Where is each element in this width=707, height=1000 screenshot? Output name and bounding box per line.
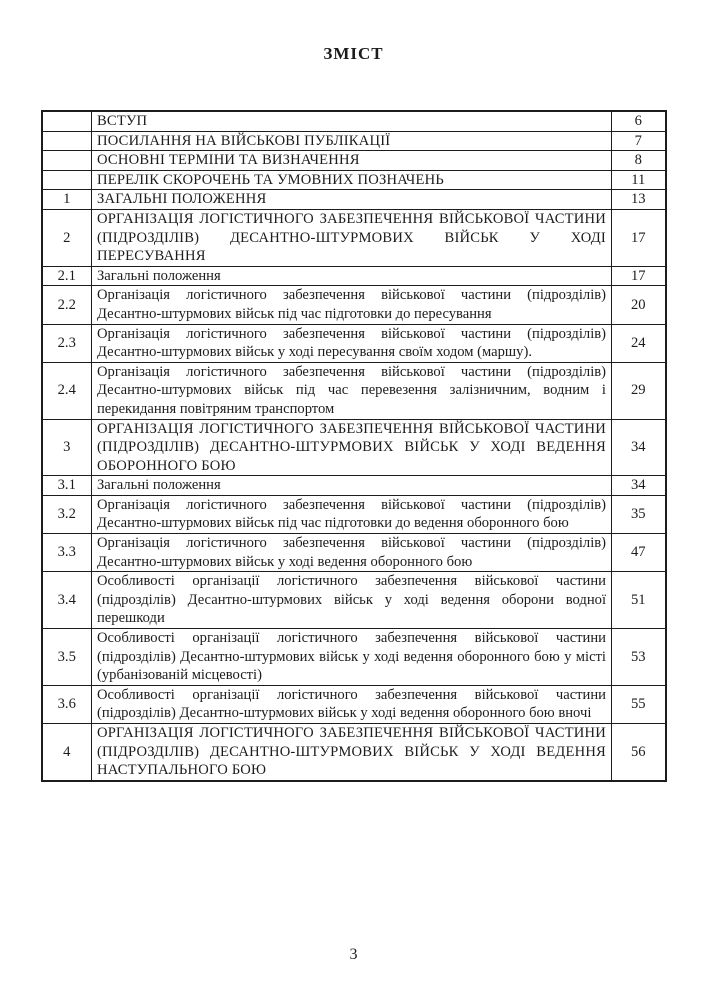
- toc-row-number: 3.5: [42, 629, 92, 686]
- toc-row-title: ПЕРЕЛІК СКОРОЧЕНЬ ТА УМОВНИХ ПОЗНАЧЕНЬ: [92, 170, 612, 190]
- toc-row-number: [42, 131, 92, 151]
- toc-row-page: 34: [612, 476, 666, 496]
- toc-row-page: 17: [612, 209, 666, 266]
- toc-row: [42, 572, 666, 629]
- toc-row-title: ОРГАНІЗАЦІЯ ЛОГІСТИЧНОГО ЗАБЕЗПЕЧЕННЯ ВІЙСЬКОВОЇ ЧАСТИНИ (ПІДРОЗДІЛІВ) ДЕСАНТНО-ШТУРМОВИХ ВІЙСЬК У ХОДІ ПЕРЕСУВАННЯ: [92, 209, 612, 266]
- toc-row-title: Організація логістичного забезпечення військової частини (підрозділів) Десантно-штурмових військ під час підготовки до пересування: [92, 286, 612, 324]
- page-number: 3: [349, 946, 358, 963]
- toc-row-title: Організація логістичного забезпечення військової частини (підрозділів) Десантно-штурмових військ у ході пересування своїм ходом (маршу).: [92, 324, 612, 362]
- toc-row: [42, 476, 666, 496]
- toc-row-page: 11: [612, 170, 666, 190]
- toc-row: [42, 495, 666, 533]
- toc-row-number: 2.4: [42, 362, 92, 419]
- toc-row-page: 24: [612, 324, 666, 362]
- toc-row-number: 2.2: [42, 286, 92, 324]
- toc-heading: ЗМІСТ: [323, 44, 384, 63]
- toc-row-page: 7: [612, 131, 666, 151]
- toc-row: [42, 419, 666, 476]
- toc-row-page: 6: [612, 111, 666, 131]
- toc-row-number: 2.3: [42, 324, 92, 362]
- toc-row: [42, 362, 666, 419]
- toc-row: [42, 629, 666, 686]
- toc-row-number: 2.1: [42, 266, 92, 286]
- toc-row-page: 56: [612, 724, 666, 781]
- toc-row-title: ОСНОВНІ ТЕРМІНИ ТА ВИЗНАЧЕННЯ: [92, 151, 612, 171]
- toc-row-page: 20: [612, 286, 666, 324]
- toc-row: [42, 111, 666, 131]
- toc-row-title: Організація логістичного забезпечення військової частини (підрозділів) Десантно-штурмових військ під час перевезення залізничним, водним і перекидання повітряним транспортом: [92, 362, 612, 419]
- toc-row-number: 3: [42, 419, 92, 476]
- toc-row: [42, 324, 666, 362]
- toc-row-title: ЗАГАЛЬНІ ПОЛОЖЕННЯ: [92, 190, 612, 210]
- toc-row-title: ПОСИЛАННЯ НА ВІЙСЬКОВІ ПУБЛІКАЦІЇ: [92, 131, 612, 151]
- toc-row: [42, 131, 666, 151]
- toc-row-number: 3.6: [42, 685, 92, 723]
- toc-row-title: Загальні положення: [92, 476, 612, 496]
- toc-row-title: ОРГАНІЗАЦІЯ ЛОГІСТИЧНОГО ЗАБЕЗПЕЧЕННЯ ВІЙСЬКОВОЇ ЧАСТИНИ (ПІДРОЗДІЛІВ) ДЕСАНТНО-ШТУРМОВИХ ВІЙСЬК У ХОДІ ВЕДЕННЯ ОБОРОННОГО БОЮ: [92, 419, 612, 476]
- toc-row-number: 1: [42, 190, 92, 210]
- toc-row-number: 2: [42, 209, 92, 266]
- toc-row-page: 29: [612, 362, 666, 419]
- toc-row: [42, 170, 666, 190]
- toc-row-page: 53: [612, 629, 666, 686]
- toc-row: [42, 685, 666, 723]
- toc-row-number: 3.4: [42, 572, 92, 629]
- toc-row: [42, 534, 666, 572]
- toc-row: [42, 190, 666, 210]
- toc-row-number: [42, 170, 92, 190]
- toc-row-page: 13: [612, 190, 666, 210]
- toc-row-number: [42, 111, 92, 131]
- toc-row-title: ВСТУП: [92, 111, 612, 131]
- toc-row-title: Особливості організації логістичного забезпечення військової частини (підрозділів) Десантно-штурмових військ у ході ведення оборонного бою у місті (урбанізованій місцевості): [92, 629, 612, 686]
- toc-row-title: Особливості організації логістичного забезпечення військової частини (підрозділів) Десантно-штурмових військ у ході ведення оборони водної перешкоди: [92, 572, 612, 629]
- toc-row: [42, 209, 666, 266]
- toc-row: [42, 724, 666, 781]
- toc-row-page: 17: [612, 266, 666, 286]
- toc-row: [42, 266, 666, 286]
- toc-row-title: Загальні положення: [92, 266, 612, 286]
- toc-row-number: 4: [42, 724, 92, 781]
- toc-row-number: 3.1: [42, 476, 92, 496]
- toc-row-number: [42, 151, 92, 171]
- toc-row-page: 35: [612, 495, 666, 533]
- toc-row-page: 34: [612, 419, 666, 476]
- toc-row-page: 8: [612, 151, 666, 171]
- toc-row-number: 3.2: [42, 495, 92, 533]
- toc-row-page: 51: [612, 572, 666, 629]
- toc-row-page: 47: [612, 534, 666, 572]
- toc-row-title: Організація логістичного забезпечення військової частини (підрозділів) Десантно-штурмових військ під час підготовки до ведення оборонного бою: [92, 495, 612, 533]
- toc-row-page: 55: [612, 685, 666, 723]
- toc-row: [42, 151, 666, 171]
- toc-table: [41, 110, 667, 782]
- toc-row-number: 3.3: [42, 534, 92, 572]
- toc-row: [42, 286, 666, 324]
- toc-row-title: Організація логістичного забезпечення військової частини (підрозділів) Десантно-штурмових військ у ході ведення оборонного бою: [92, 534, 612, 572]
- toc-row-title: ОРГАНІЗАЦІЯ ЛОГІСТИЧНОГО ЗАБЕЗПЕЧЕННЯ ВІЙСЬКОВОЇ ЧАСТИНИ (ПІДРОЗДІЛІВ) ДЕСАНТНО-ШТУРМОВИХ ВІЙСЬК У ХОДІ ВЕДЕННЯ НАСТУПАЛЬНОГО БОЮ: [92, 724, 612, 781]
- toc-body: [42, 111, 666, 781]
- toc-row-title: Особливості організації логістичного забезпечення військової частини (підрозділів) Десантно-штурмових військ у ході ведення оборонного бою вночі: [92, 685, 612, 723]
